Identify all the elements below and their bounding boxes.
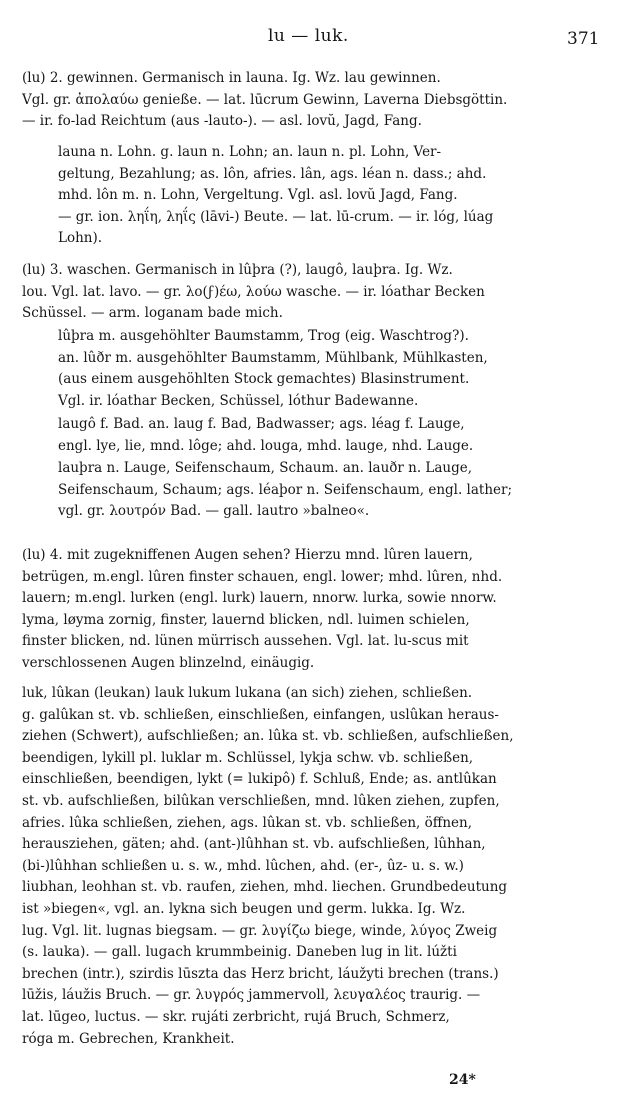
text-line: lug. Vgl. lit. lugnas biegsam. — gr. λυγίζω biege, winde, λύγος Zweig — [22, 922, 498, 939]
text-line: lyma, løyma zornig, finster, lauernd blicken, ndl. luimen schielen, — [22, 611, 470, 628]
text-line: geltung, Bezahlung; as. lôn, afries. lân, ags. léan n. dass.; ahd. — [58, 165, 487, 182]
text-line: lou. Vgl. lat. lavo. — gr. λο(ϝ)έω, λούω wasche. — ir. lóathar Becken — [22, 283, 485, 300]
page-header — [0, 26, 625, 52]
text-line: (lu) 3. waschen. Germanisch in lûþra (?), laugô, lauþra. Ig. Wz. — [22, 262, 453, 278]
text-line: lûþra m. ausgehöhlter Baumstamm, Trog (eig. Waschtrog?). — [58, 328, 469, 344]
text-line: (bi-)lûhhan schließen u. s. w., mhd. lûchen, ahd. (er-, ûz- u. s. w.) — [22, 857, 464, 874]
text-line: lūžis, láužis Bruch. — gr. λυγρός jammervoll, λευγαλέος traurig. — — [22, 987, 481, 1004]
text-line: — gr. ion. ληΐη, ληΐς (lāvi-) Beute. — lat. lū-crum. — ir. lóg, lúag — [58, 208, 494, 225]
text-line: (lu) 2. gewinnen. Germanisch in launa. Ig. Wz. lau gewinnen. — [22, 70, 441, 86]
text-line: Lohn). — [58, 230, 103, 247]
subentry-laupra — [58, 458, 600, 523]
text-line: Vgl. gr. ἀπολαύω genieße. — lat. lūcrum Gewinn, Laverna Diebsgöttin. — [22, 91, 508, 108]
text-line: afries. lûka schließen, ziehen, ags. lûkan st. vb. schließen, öffnen, — [22, 814, 473, 831]
text-line: lauþra n. Lauge, Seifenschaum, Schaum. an. lauðr n. Lauge, — [58, 460, 473, 476]
text-line: beendigen, lykill pl. luklar m. Schlüssel, lykja schw. vb. schließen, — [22, 749, 474, 766]
text-line: ziehen (Schwert), aufschließen; an. lûka st. vb. schließen, aufschließen, — [22, 728, 514, 745]
text-line: (aus einem ausgehöhlten Stock gemachtes) Blasinstrument. — [58, 371, 470, 388]
text-line: (lu) 4. mit zugekniffenen Augen sehen? Hierzu mnd. lûren lauern, — [22, 547, 473, 563]
text-line: launa n. Lohn. g. laun n. Lohn; an. laun n. pl. Lohn, Ver- — [58, 144, 442, 160]
text-line: mhd. lôn m. n. Lohn, Vergeltung. Vgl. asl. lovŭ Jagd, Fang. — [58, 187, 458, 204]
text-line: róga m. Gebrechen, Krankheit. — [22, 1030, 235, 1047]
text-line: g. galûkan st. vb. schließen, einschließen, einfangen, uslûkan heraus- — [22, 706, 499, 723]
text-line: st. vb. aufschließen, bilûkan verschließen, mnd. lûken ziehen, zupfen, — [22, 792, 500, 809]
text-line: vgl. gr. λουτρόν Bad. — gall. lautro »balneo«. — [58, 503, 370, 520]
text-line: betrügen, m.engl. lûren finster schauen, engl. lower; mhd. lûren, nhd. — [22, 568, 503, 585]
entry-luk — [22, 683, 600, 1050]
text-line: ist »biegen«, vgl. an. lykna sich beugen und germ. lukka. Ig. Wz. — [22, 900, 466, 917]
text-line: lauern; m.engl. lurken (engl. lurk) lauern, nnorw. lurka, sowie nnorw. — [22, 590, 497, 607]
text-line: finster blicken, nd. lünen mürrisch aussehen. Vgl. lat. lu-scus mit — [22, 633, 469, 650]
subentry-laugo — [58, 414, 600, 457]
text-line: herausziehen, gäten; ahd. (ant-)lûhhan st. vb. aufschließen, lûhhan, — [22, 836, 486, 853]
text-line: lat. lūgeo, luctus. — skr. rujáti zerbricht, rujá Bruch, Schmerz, — [22, 1008, 450, 1025]
subentry-lupra — [58, 326, 600, 412]
entry-lu-4 — [22, 545, 600, 675]
text-line: (s. lauka). — gall. lugach krummbeinig. Daneben lug in lit. lúžti — [22, 944, 457, 961]
text-line: verschlossenen Augen blinzelnd, einäugig. — [22, 654, 315, 671]
text-line: Schüssel. — arm. loganam bade mich. — [22, 305, 283, 322]
text-line: liubhan, leohhan st. vb. raufen, ziehen, mhd. liechen. Grundbedeutung — [22, 879, 508, 896]
subentry-launa — [58, 142, 600, 250]
page-number: 371 — [567, 29, 600, 49]
text-line: Vgl. ir. lóathar Becken, Schüssel, lóthur Badewanne. — [58, 392, 419, 409]
text-line: — ir. fo-lad Reichtum (aus -lauto-). — asl. lovŭ, Jagd, Fang. — [22, 113, 422, 130]
entry-lu-2 — [22, 68, 600, 133]
text-line: luk, lûkan (leukan) lauk lukum lukana (an sich) ziehen, schließen. — [22, 685, 473, 701]
text-line: engl. lye, lie, mnd. lôge; ahd. louga, mhd. lauge, nhd. Lauge. — [58, 437, 474, 454]
entry-lu-3 — [22, 260, 600, 325]
text-line: an. lûðr m. ausgehöhlter Baumstamm, Mühlbank, Mühlkasten, — [58, 349, 488, 366]
signature-mark: 24* — [449, 1072, 476, 1088]
text-line: Seifenschaum, Schaum; ags. léaþor n. Seifenschaum, engl. lather; — [58, 481, 513, 498]
text-line: einschließen, beendigen, lykt (= lukipô) f. Schluß, Ende; as. antlûkan — [22, 771, 497, 788]
text-line: brechen (intr.), szirdis lūszta das Herz bricht, láužyti brechen (trans.) — [22, 965, 499, 982]
running-head: lu — luk. — [268, 26, 349, 46]
text-line: laugô f. Bad. an. laug f. Bad, Badwasser; ags. léag f. Lauge, — [58, 416, 465, 432]
